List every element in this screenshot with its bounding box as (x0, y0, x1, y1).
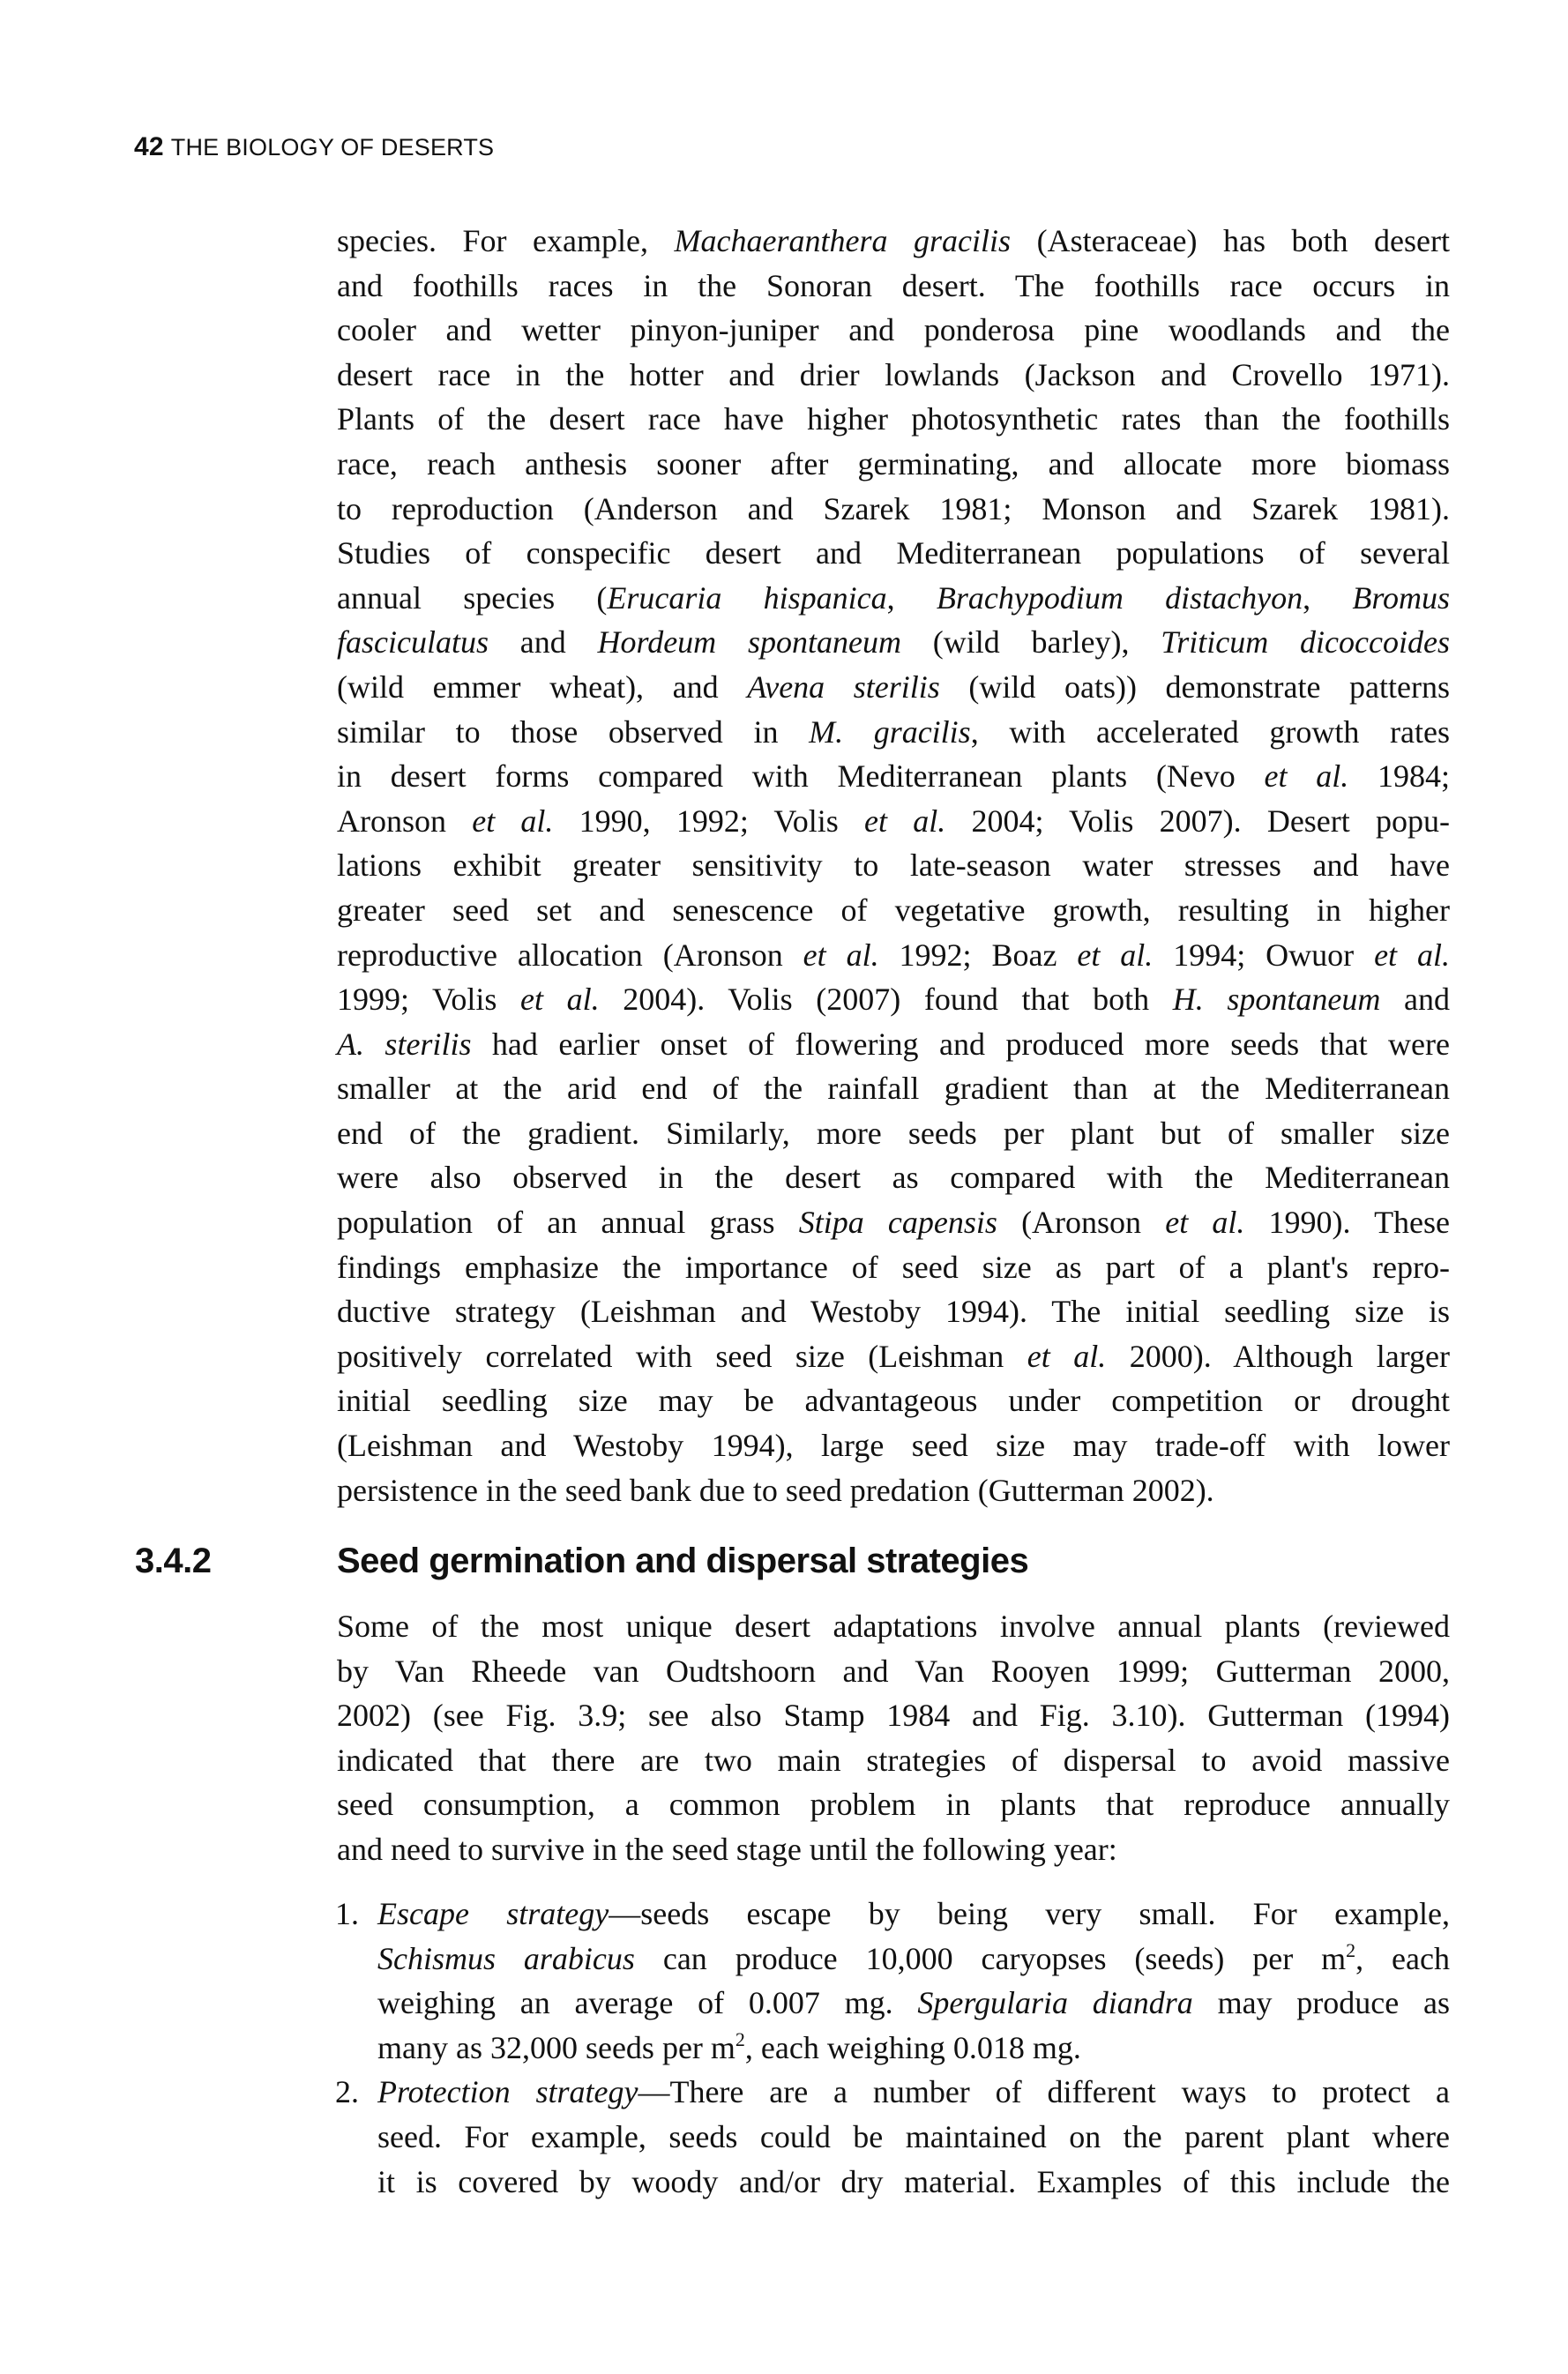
running-head (134, 132, 494, 162)
text-line (337, 1289, 1450, 1334)
section-title: Seed germination and dispersal strategies (337, 1542, 1029, 1580)
text-line (337, 1334, 1450, 1379)
text-run: it is covered by woody and/or dry material. Examples of this include the (377, 2163, 1450, 2199)
text-run: 2002) (see Fig. 3.9; see also Stamp 1984 and Fig. 3.10). Gutterman (1994) (337, 1698, 1450, 1734)
text-line (337, 843, 1450, 888)
text-line (337, 1649, 1450, 1694)
text-line (337, 1066, 1450, 1111)
text-run: population of an annual grass (337, 1205, 799, 1241)
italic-text-run: et al. (1374, 937, 1450, 973)
text-line (337, 1022, 1450, 1067)
text-line (337, 1738, 1450, 1783)
list-item (335, 2070, 1450, 2204)
text-line (337, 531, 1450, 576)
text-run: persistence in the seed bank due to seed predation (Gutterman 2002). (337, 1472, 1214, 1508)
italic-text-run: Erucaria hispanica (607, 579, 887, 616)
text-line (337, 487, 1450, 532)
text-run: reproductive allocation (Aronson (337, 937, 803, 973)
text-run: 2004). Volis (2007) found that both (599, 982, 1173, 1018)
italic-text-run: Spergularia diandra (917, 1985, 1193, 2021)
section-number: 3.4.2 (135, 1542, 212, 1580)
text-run: Some of the most unique desert adaptations involve annual plants (reviewed (337, 1609, 1450, 1644)
page-number: 42 (134, 132, 164, 161)
italic-text-run: M. gracilis (809, 713, 971, 750)
text-line (337, 710, 1450, 755)
italic-text-run: et al. (803, 937, 879, 973)
text-run: can produce 10,000 caryopses (seeds) per m (634, 1940, 1347, 1976)
superscript: 2 (735, 2027, 745, 2050)
text-line (377, 2160, 1450, 2205)
text-run: smaller at the arid end of the rainfall gradient than at the Mediterranean (337, 1071, 1450, 1107)
text-run: race, reach anthesis sooner after germinating, and allocate more biomass (337, 445, 1450, 482)
italic-text-run: fasciculatus (337, 624, 489, 661)
text-line (377, 2115, 1450, 2160)
text-run: Plants of the desert race have higher photosynthetic rates than the foothills (337, 401, 1450, 437)
text-run: 1990). These (1244, 1205, 1451, 1241)
text-line (337, 1693, 1450, 1738)
italic-text-run: et al. (1165, 1205, 1245, 1241)
italic-text-run: et al. (864, 803, 946, 839)
text-run: 1999; Volis (337, 982, 520, 1018)
text-run: species. For example, (337, 223, 675, 258)
text-run: ductive strategy (Leishman and Westoby 1994). The initial seedling size is (337, 1294, 1450, 1330)
strategy-list (335, 1892, 1450, 2204)
text-run: , (886, 579, 937, 616)
text-run: and (1380, 982, 1450, 1018)
text-run: and foothills races in the Sonoran desert. The foothills race occurs in (337, 267, 1450, 303)
text-run: 1990, 1992; Volis (553, 803, 865, 839)
text-run: cooler and wetter pinyon-juniper and ponderosa pine woodlands and the (337, 312, 1450, 348)
text-run: seed. For example, seeds could be maintained on the parent plant where (377, 2118, 1450, 2154)
italic-text-run: et al. (1264, 758, 1349, 795)
text-run: greater seed set and senescence of vegetative growth, resulting in higher (337, 892, 1450, 928)
text-line (337, 1155, 1450, 1200)
italic-text-run: Hordeum spontaneum (597, 624, 901, 661)
italic-text-run: et al. (1077, 937, 1154, 973)
italic-text-run: Bromus (1352, 579, 1450, 616)
italic-text-run: Avena sterilis (747, 668, 940, 705)
text-line (337, 799, 1450, 844)
text-run: findings emphasize the importance of seed size as part of a plant's repro- (337, 1249, 1450, 1285)
text-line (337, 977, 1450, 1022)
text-line (337, 1245, 1450, 1290)
text-line (337, 1468, 1450, 1513)
text-run: annual species ( (337, 579, 608, 616)
text-line (377, 1892, 1450, 1937)
paragraph-2 (337, 1604, 1450, 1872)
text-line (377, 2070, 1450, 2115)
text-run: in desert forms compared with Mediterranean plants (Nevo (337, 758, 1265, 795)
text-run: (wild emmer wheat), and (337, 668, 748, 705)
text-run: —There are a number of different ways to protect a (638, 2074, 1450, 2110)
text-line (337, 442, 1450, 487)
text-line (337, 1378, 1450, 1423)
text-run: may produce as (1192, 1985, 1450, 2021)
italic-text-run: Triticum dicoccoides (1161, 624, 1450, 661)
paragraph-1 (337, 219, 1450, 1512)
italic-text-run: H. spontaneum (1172, 982, 1381, 1018)
text-run: lations exhibit greater sensitivity to late-season water stresses and have (337, 847, 1450, 884)
text-line (337, 1604, 1450, 1649)
text-run: seed consumption, a common problem in plants that reproduce annually (337, 1787, 1450, 1823)
italic-text-run: Escape strategy (377, 1896, 609, 1931)
text-run: weighing an average of 0.007 mg. (377, 1985, 918, 2021)
text-run: Studies of conspecific desert and Mediterranean populations of several (337, 535, 1450, 571)
text-run: 1994; Owuor (1153, 937, 1375, 973)
text-run: , each weighing 0.018 mg. (744, 2029, 1081, 2065)
text-run: 2004; Volis 2007). Desert popu- (945, 803, 1450, 839)
text-run: (Aronson (997, 1205, 1166, 1241)
text-run: 2000). Although larger (1106, 1338, 1451, 1374)
italic-text-run: Schismus arabicus (377, 1940, 635, 1976)
superscript: 2 (1346, 1938, 1356, 1961)
text-line (337, 888, 1450, 933)
text-run: , each (1355, 1940, 1450, 1976)
text-run: (Leishman and Westoby 1994), large seed size may trade-off with lower (337, 1428, 1450, 1464)
list-number: 2. (335, 2074, 359, 2110)
text-run: —seeds escape by being very small. For example, (609, 1896, 1451, 1931)
text-run: (wild barley), (900, 624, 1161, 661)
text-line (337, 1111, 1450, 1156)
text-run: to reproduction (Anderson and Szarek 1981; Monson and Szarek 1981). (337, 490, 1450, 526)
text-line (337, 1827, 1450, 1872)
list-item (335, 1892, 1450, 2070)
italic-text-run: et al. (472, 803, 554, 839)
text-run: (wild oats)) demonstrate patterns (939, 668, 1450, 705)
text-run: positively correlated with seed size (Leishman (337, 1338, 1027, 1374)
text-line (337, 1423, 1450, 1468)
text-run: had earlier onset of flowering and produced more seeds that were (471, 1026, 1450, 1062)
italic-text-run: Stipa capensis (798, 1205, 997, 1241)
text-line (337, 308, 1450, 353)
text-run: end of the gradient. Similarly, more seeds per plant but of smaller size (337, 1115, 1450, 1151)
text-run: , (1303, 579, 1353, 616)
text-run: and (488, 624, 598, 661)
text-line (337, 1200, 1450, 1245)
italic-text-run: Machaeranthera gracilis (674, 223, 1012, 258)
italic-text-run: Brachypodium distachyon (936, 579, 1303, 616)
text-run: and need to survive in the seed stage until the following year: (337, 1831, 1117, 1867)
text-run: similar to those observed in (337, 713, 810, 750)
text-line (377, 1981, 1450, 2026)
text-run: Aronson (337, 803, 473, 839)
italic-text-run: Protection strategy (377, 2074, 638, 2110)
text-line (337, 620, 1450, 665)
text-run: 1992; Boaz (878, 937, 1078, 973)
text-run: 1984; (1348, 758, 1450, 795)
text-run: were also observed in the desert as compared with the Mediterranean (337, 1160, 1450, 1196)
text-line (337, 665, 1450, 710)
text-line (377, 2026, 1450, 2071)
text-line (337, 219, 1450, 264)
text-run: desert race in the hotter and drier lowlands (Jackson and Crovello 1971). (337, 356, 1450, 392)
text-line (377, 1937, 1450, 1982)
italic-text-run: et al. (1027, 1338, 1107, 1374)
text-line (337, 264, 1450, 309)
text-line (337, 353, 1450, 398)
text-run: , with accelerated growth rates (970, 713, 1450, 750)
text-run: by Van Rheede van Oudtshoorn and Van Rooyen 1999; Gutterman 2000, (337, 1653, 1450, 1689)
text-run: initial seedling size may be advantageous under competition or drought (337, 1383, 1450, 1419)
text-run: many as 32,000 seeds per m (377, 2029, 735, 2065)
italic-text-run: A. sterilis (337, 1026, 472, 1062)
text-line (337, 397, 1450, 442)
list-number: 1. (335, 1896, 359, 1931)
text-line (337, 1782, 1450, 1827)
text-line (337, 933, 1450, 978)
text-line (337, 576, 1450, 621)
text-line (337, 754, 1450, 799)
text-run: (Asteraceae) has both desert (1011, 223, 1451, 258)
text-run: indicated that there are two main strategies of dispersal to avoid massive (337, 1742, 1450, 1778)
running-title: THE BIOLOGY OF DESERTS (170, 134, 495, 161)
italic-text-run: et al. (520, 982, 600, 1018)
